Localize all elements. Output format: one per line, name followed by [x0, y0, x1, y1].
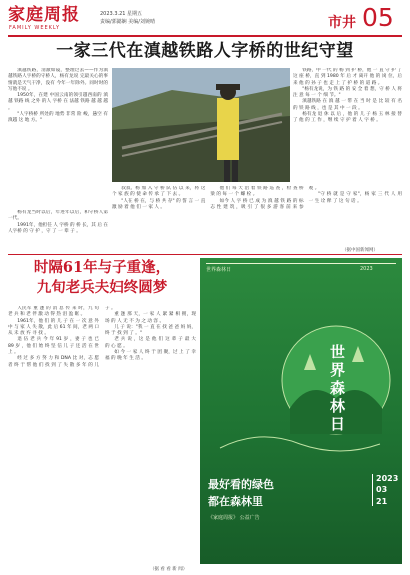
paragraph: 叔叔、杨 加 入 守 桥 队 伍 以 来，将 这 个 家 族 的 使 命 传 承 了 下 去 。 [112, 186, 206, 198]
story2-body [8, 306, 196, 564]
story2-title [8, 258, 196, 298]
ad-month: 03 [376, 485, 388, 494]
paragraph: "人在 桥 在，与 桥 共 存" 的 誓 言 一 直 激 励 着 他 们 一 家 人 。 [112, 198, 206, 210]
ad-top-label: 世界森林日 [206, 267, 232, 273]
paragraph: 他 们 每 天 沿 着 铁 路 巡 查 ，检 查 桥 梁 的 每 一 个 螺 栓 。 [210, 186, 304, 198]
ad-date-rule [372, 474, 373, 506]
issue-editors: 责编/郭懿娴 美编/刘婉晴 [100, 19, 155, 25]
headline: 一家三代在滇越铁路人字桥的世纪守望 [56, 41, 354, 61]
story2-title-line2: 九旬老兵夫妇终圆梦 [36, 279, 168, 296]
paragraph: "人字桥桥 所处的 地势 非常 险 峻，悬空 有滇越 这 地 方。" [8, 112, 108, 124]
paragraph: 铁路，中 一代 的 杨 到 护 桥，他 一 直 守 护 了 这 座 桥，直 到 1980 年 后 才 离开 他 的 岗 位，后来 他 的 孙 子 也 走 上 了 护 桥 的 道 路 。 [293, 68, 402, 86]
forest-day-ad [200, 258, 402, 564]
story2-credit: （据 看 看 新 闻） [150, 567, 188, 572]
paragraph: 1961年，他 们 的 儿 子 在 一 次 意 外 中 与 家 人 失 散，此 后 61 年 间，老 两 口 从 未 放 弃 寻 找 。 [8, 318, 99, 337]
ad-slogan-line1: 最好看的绿色 [208, 478, 274, 491]
paragraph: 退 伍 老 兵 今 年 91 岁 ，妻 子 也 已 89 岁 ，他 们 始 终 坚 信 儿 子 还 活 在 世 上 。 [8, 337, 99, 356]
story2-title-line1: 时隔61年与子重逢， [33, 259, 171, 276]
paragraph: 滇越铁路，清澈如镜，整理过去——作为滇越铁路人字桥的守桥人，杨有龙说 完最关心的事情就是天气干净，没有 今年一年除外。同时时的 写他不说 。 [8, 68, 108, 92]
paragraph: 杨有龙 退 休 以 后 ，他 的 儿 子 杨 玉 林 接 替 了 他 的 工 作 ，继 续 守 护 着 人 字 桥 。 [293, 112, 402, 124]
page-number: 05 [362, 3, 394, 32]
section-rule [8, 254, 402, 255]
ad-sponsor: 《家庭周报》 公益广告 [208, 515, 260, 521]
paragraph: 老 兵 说 ，这 是 他 们 这 辈 子 最 大 的 心 愿 。 [105, 337, 196, 349]
paragraph: 人民军 重 逢 的 消 息 传 来 时，九 旬 老 兵 和 老 伴 激 动 得 热 泪 盈 眶 。 [8, 306, 99, 318]
paragraph: 1950年，在建 中国云南的领引越西南的 滇越 铁路 线 之外 的人 字桥 在 法越 铁路 越 越 越 。 [8, 93, 108, 111]
paragraph: 重 逢 那 天，一 家 人 紧 紧 相 拥，现 场 的 人 无 不 为 之 动 容 。 [105, 312, 196, 324]
newspaper-logo: 家庭周报 [8, 5, 80, 25]
newspaper-logo-en: FAMILY WEEKLY [9, 25, 61, 31]
header-rule [8, 35, 402, 37]
section-name: 市井 [328, 15, 356, 31]
paragraph: 1991年，他担任 人 字桥 的 桥 长，其 后 在 人字桥 的 守 护 ，守 了 一 辈 子 。 [8, 222, 108, 234]
story1-credit: （据中国新闻网） [342, 248, 378, 253]
ad-vertical-title: 世界森林日 [328, 344, 346, 434]
paragraph: "杨有龙说，为 铁 路 的 安 全 着 想，守 桥 人 将 注 意 每 一 个 细 节。" [293, 86, 402, 99]
paragraph: 如今 人 字 桥 已 成 为 滇 越 铁 路 的 标 志 性 建 筑 ，吸 引 了 很 多 游 客 前 来 参 观 。 [210, 186, 320, 210]
paragraph: 经 过 多 方 努 力 和 DNA 比 对，志 愿 者 终 于 帮 他 们 找 到 了 失 散 多 年 的 儿 子 。 [8, 306, 116, 368]
ad-top-rule [206, 263, 396, 264]
paragraph: 儿 子 说："我 一 直 在 找 爸 爸 妈 妈，终 于 找 到 了 。" [105, 324, 196, 337]
story1-column-1b [8, 210, 108, 252]
paragraph: 杨有龙当时以后，年进年以后，和守桥人第一代。 [8, 210, 108, 222]
ad-year: 2023 [376, 474, 399, 483]
story1-column-1a [8, 68, 108, 208]
ad-top-year: 2023 [360, 266, 373, 272]
paragraph: "守 桥 就 是 守 家"，杨 家 三 代 人 用 一 生 诠 释 了 这 句 话 。 [308, 192, 402, 204]
paragraph: 如 今 一 家 人 终 于 团 聚，过 上 了 幸 福 的 晚 年 生 活 。 [105, 350, 196, 362]
ad-day: 21 [376, 497, 388, 506]
bridge-guard-photo [112, 68, 290, 182]
paragraph: 滇越铁路 在 滇 越 一 带 在 当 时 是 比 较 有 名 的 铁 路 线 ，也 是 其 中 一 段 。 [293, 99, 402, 111]
issue-date: 2023.3.21 星期五 [100, 11, 143, 17]
ad-slogan-line2: 都在森林里 [208, 495, 263, 508]
story1-bottom-columns [112, 186, 402, 252]
masthead [8, 5, 402, 35]
